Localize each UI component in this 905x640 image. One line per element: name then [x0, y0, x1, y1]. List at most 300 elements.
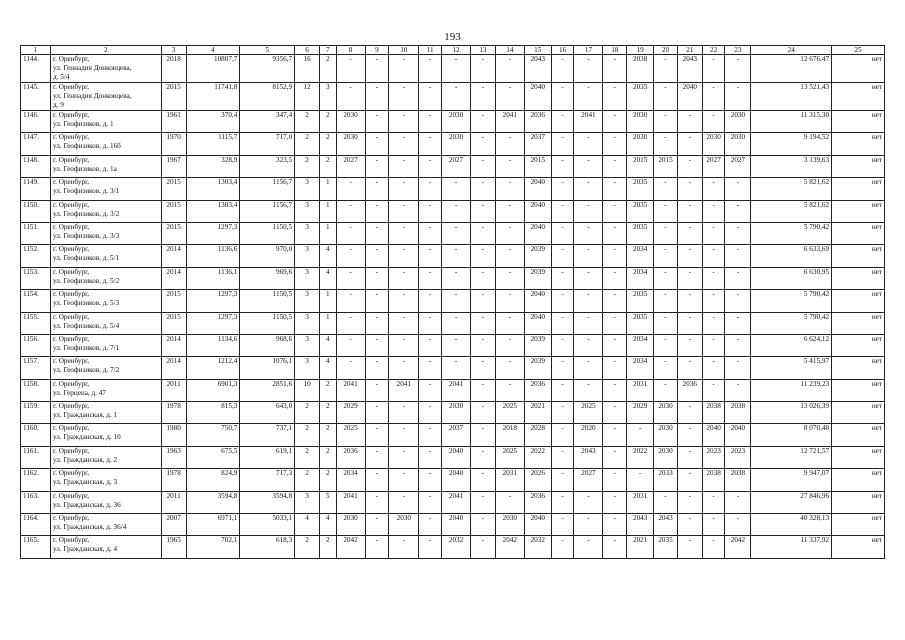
- table-cell: 2040: [725, 424, 751, 446]
- table-cell: -: [471, 133, 496, 155]
- table-cell: нет: [832, 290, 885, 312]
- table-cell: г. Оренбург, ул. Гражданская, д. 4: [51, 536, 162, 558]
- table-cell: г. Оренбург, ул. Геофизиков, д. 3/3: [51, 222, 162, 244]
- table-cell: -: [495, 267, 524, 289]
- table-cell: -: [551, 155, 574, 177]
- table-row: [21, 111, 885, 133]
- table-cell: 2030: [336, 133, 365, 155]
- table-cell: 1162.: [21, 469, 51, 491]
- table-cell: -: [419, 55, 442, 83]
- table-cell: -: [471, 514, 496, 536]
- table-cell: -: [574, 178, 603, 200]
- table-cell: 2042: [725, 536, 751, 558]
- table-cell: -: [654, 267, 678, 289]
- table-row: [21, 334, 885, 356]
- table-cell: 3: [295, 200, 320, 222]
- table-cell: 2030: [654, 424, 678, 446]
- table-cell: 1978: [161, 469, 186, 491]
- table-cell: г. Оренбург, ул. Геофизиков, д. 5/1: [51, 245, 162, 267]
- table-cell: 2035: [627, 83, 654, 111]
- table-cell: 1155.: [21, 312, 51, 334]
- table-cell: 2032: [442, 536, 471, 558]
- table-cell: нет: [832, 469, 885, 491]
- table-cell: 1150,5: [240, 290, 295, 312]
- table-cell: -: [419, 290, 442, 312]
- table-cell: 11 239,23: [751, 379, 832, 401]
- table-cell: 2: [295, 469, 320, 491]
- table-cell: -: [389, 83, 419, 111]
- table-cell: 2: [319, 155, 336, 177]
- table-cell: 2028: [524, 424, 551, 446]
- table-cell: -: [495, 357, 524, 379]
- table-cell: -: [574, 55, 603, 83]
- table-cell: -: [677, 536, 702, 558]
- table-cell: -: [677, 334, 702, 356]
- table-cell: 2: [319, 469, 336, 491]
- table-cell: -: [419, 111, 442, 133]
- table-cell: 1144.: [21, 55, 51, 83]
- column-header: 14: [495, 46, 524, 55]
- table-cell: -: [603, 491, 627, 513]
- table-cell: 968,6: [240, 334, 295, 356]
- column-header: 19: [627, 46, 654, 55]
- table-cell: 6 633,69: [751, 245, 832, 267]
- table-cell: 737,1: [240, 424, 295, 446]
- column-header: 21: [677, 46, 702, 55]
- table-cell: 2: [319, 55, 336, 83]
- table-cell: 2035: [654, 536, 678, 558]
- table-cell: -: [603, 200, 627, 222]
- table-cell: -: [419, 245, 442, 267]
- table-cell: 2034: [336, 469, 365, 491]
- table-cell: 2030: [654, 446, 678, 468]
- table-cell: 2: [319, 536, 336, 558]
- table-cell: 6901,3: [186, 379, 240, 401]
- table-cell: 3: [295, 312, 320, 334]
- table-cell: -: [654, 111, 678, 133]
- table-cell: -: [365, 312, 389, 334]
- table-cell: 2039: [524, 267, 551, 289]
- table-cell: 2030: [495, 514, 524, 536]
- table-cell: -: [495, 312, 524, 334]
- table-cell: 1156,7: [240, 178, 295, 200]
- table-cell: 1967: [161, 155, 186, 177]
- table-cell: 12 721,57: [751, 446, 832, 468]
- table-cell: -: [551, 133, 574, 155]
- table-cell: г. Оренбург, ул. Геофизиков, д. 5/3: [51, 290, 162, 312]
- table-cell: 970,0: [240, 245, 295, 267]
- table-cell: 4: [319, 245, 336, 267]
- table-cell: -: [336, 290, 365, 312]
- table-cell: -: [471, 111, 496, 133]
- table-cell: -: [471, 83, 496, 111]
- table-cell: 1963: [161, 446, 186, 468]
- table-cell: -: [551, 178, 574, 200]
- table-cell: 1: [319, 312, 336, 334]
- table-cell: -: [702, 83, 725, 111]
- table-cell: 2030: [336, 111, 365, 133]
- table-cell: 2018: [495, 424, 524, 446]
- table-row: [21, 200, 885, 222]
- table-cell: 328,9: [186, 155, 240, 177]
- table-cell: -: [725, 290, 751, 312]
- table-cell: 2030: [336, 514, 365, 536]
- table-cell: 2038: [725, 402, 751, 424]
- table-cell: -: [551, 379, 574, 401]
- table-cell: 2039: [524, 334, 551, 356]
- table-cell: нет: [832, 200, 885, 222]
- table-cell: 1147.: [21, 133, 51, 155]
- table-cell: -: [677, 290, 702, 312]
- table-cell: 3: [295, 222, 320, 244]
- table-cell: -: [603, 402, 627, 424]
- table-cell: -: [551, 469, 574, 491]
- table-cell: -: [495, 155, 524, 177]
- table-cell: 750,7: [186, 424, 240, 446]
- table-cell: -: [336, 245, 365, 267]
- table-cell: 27 846,96: [751, 491, 832, 513]
- table-cell: -: [365, 133, 389, 155]
- table-cell: -: [551, 111, 574, 133]
- table-row: [21, 536, 885, 558]
- table-cell: 2030: [442, 402, 471, 424]
- table-cell: 2035: [627, 312, 654, 334]
- table-cell: -: [471, 312, 496, 334]
- table-cell: -: [725, 245, 751, 267]
- table-cell: -: [442, 55, 471, 83]
- table-cell: 13 026,39: [751, 402, 832, 424]
- table-cell: -: [365, 514, 389, 536]
- table-cell: -: [725, 312, 751, 334]
- table-cell: 618,3: [240, 536, 295, 558]
- table-cell: 2: [319, 446, 336, 468]
- table-cell: -: [389, 55, 419, 83]
- table-cell: 2021: [627, 536, 654, 558]
- table-row: [21, 469, 885, 491]
- table-cell: -: [336, 178, 365, 200]
- table-cell: 2020: [574, 424, 603, 446]
- table-cell: г. Оренбург, ул. Геофизиков, д. 5/2: [51, 267, 162, 289]
- table-cell: -: [419, 491, 442, 513]
- column-header: 25: [832, 46, 885, 55]
- table-cell: -: [551, 290, 574, 312]
- table-cell: -: [442, 222, 471, 244]
- table-cell: -: [442, 334, 471, 356]
- table-cell: -: [702, 111, 725, 133]
- table-cell: 3: [295, 357, 320, 379]
- table-cell: 1152.: [21, 245, 51, 267]
- table-cell: -: [725, 491, 751, 513]
- table-row: [21, 155, 885, 177]
- table-cell: -: [677, 178, 702, 200]
- table-cell: г. Оренбург, ул. Гражданская, д. 2: [51, 446, 162, 468]
- table-cell: 2031: [495, 469, 524, 491]
- table-cell: 619,1: [240, 446, 295, 468]
- table-cell: 717,3: [240, 469, 295, 491]
- column-header: 23: [725, 46, 751, 55]
- table-cell: -: [677, 424, 702, 446]
- table-cell: -: [725, 334, 751, 356]
- table-cell: 2025: [574, 402, 603, 424]
- table-cell: -: [471, 446, 496, 468]
- table-cell: -: [654, 200, 678, 222]
- table-cell: -: [365, 424, 389, 446]
- table-cell: 2030: [442, 133, 471, 155]
- table-cell: -: [574, 334, 603, 356]
- table-cell: 4: [295, 514, 320, 536]
- table-cell: 2027: [336, 155, 365, 177]
- table-cell: 1156.: [21, 334, 51, 356]
- table-cell: 2027: [702, 155, 725, 177]
- table-cell: -: [389, 334, 419, 356]
- table-cell: 1150.: [21, 200, 51, 222]
- table-cell: 1150,5: [240, 312, 295, 334]
- table-cell: г. Оренбург, ул. Гражданская, д. 36: [51, 491, 162, 513]
- table-cell: 2014: [161, 267, 186, 289]
- table-cell: г. Оренбург, ул. Геофизиков, д. 1: [51, 111, 162, 133]
- table-cell: 2030: [702, 133, 725, 155]
- table-cell: -: [574, 267, 603, 289]
- table-cell: 2041: [389, 379, 419, 401]
- table-row: [21, 514, 885, 536]
- table-cell: 2038: [627, 55, 654, 83]
- table-cell: -: [702, 245, 725, 267]
- table-cell: 2041: [442, 379, 471, 401]
- table-cell: -: [365, 334, 389, 356]
- column-header: 5: [240, 46, 295, 55]
- table-cell: 2025: [495, 402, 524, 424]
- table-cell: -: [603, 334, 627, 356]
- table-cell: нет: [832, 379, 885, 401]
- table-cell: -: [702, 357, 725, 379]
- table-cell: 2015: [161, 312, 186, 334]
- table-cell: 1965: [161, 536, 186, 558]
- table-cell: 2034: [627, 357, 654, 379]
- table-cell: -: [389, 312, 419, 334]
- table-cell: -: [389, 357, 419, 379]
- table-cell: 2851,6: [240, 379, 295, 401]
- table-cell: -: [574, 357, 603, 379]
- table-cell: 1076,1: [240, 357, 295, 379]
- table-cell: 2014: [161, 245, 186, 267]
- table-cell: -: [551, 267, 574, 289]
- table-cell: -: [603, 446, 627, 468]
- table-cell: -: [419, 155, 442, 177]
- table-cell: -: [389, 446, 419, 468]
- table-cell: -: [654, 55, 678, 83]
- table-cell: -: [419, 133, 442, 155]
- table-cell: 2041: [442, 491, 471, 513]
- table-cell: -: [365, 290, 389, 312]
- table-cell: 2031: [627, 491, 654, 513]
- table-cell: 13 521,43: [751, 83, 832, 111]
- table-cell: -: [702, 178, 725, 200]
- table-cell: 2: [319, 379, 336, 401]
- table-cell: -: [389, 178, 419, 200]
- table-cell: 2: [319, 111, 336, 133]
- table-cell: 2043: [524, 55, 551, 83]
- table-cell: -: [389, 245, 419, 267]
- table-cell: -: [677, 267, 702, 289]
- table-cell: -: [365, 536, 389, 558]
- table-cell: -: [551, 402, 574, 424]
- table-cell: -: [702, 491, 725, 513]
- table-cell: -: [471, 222, 496, 244]
- table-cell: 1: [319, 178, 336, 200]
- table-cell: -: [654, 245, 678, 267]
- table-cell: -: [677, 200, 702, 222]
- table-cell: 1134,6: [186, 334, 240, 356]
- table-cell: -: [603, 267, 627, 289]
- table-cell: 969,6: [240, 267, 295, 289]
- table-cell: 2041: [336, 491, 365, 513]
- table-cell: г. Оренбург, ул. Геофизиков, д. 7/2: [51, 357, 162, 379]
- table-cell: -: [574, 133, 603, 155]
- table-cell: 815,3: [186, 402, 240, 424]
- table-cell: -: [495, 245, 524, 267]
- table-cell: -: [419, 222, 442, 244]
- table-row: [21, 491, 885, 513]
- table-cell: -: [702, 267, 725, 289]
- column-header: 2: [51, 46, 162, 55]
- table-cell: -: [702, 536, 725, 558]
- table-cell: 2030: [627, 111, 654, 133]
- column-header: 4: [186, 46, 240, 55]
- table-cell: 10: [295, 379, 320, 401]
- table-cell: 2029: [627, 402, 654, 424]
- table-cell: 2: [295, 536, 320, 558]
- table-row: [21, 446, 885, 468]
- table-cell: -: [442, 312, 471, 334]
- table-cell: 1157.: [21, 357, 51, 379]
- table-cell: -: [603, 357, 627, 379]
- table-cell: 1970: [161, 133, 186, 155]
- column-header: 15: [524, 46, 551, 55]
- table-cell: -: [419, 267, 442, 289]
- table-cell: 2036: [524, 111, 551, 133]
- table-cell: -: [551, 536, 574, 558]
- table-cell: 2011: [161, 491, 186, 513]
- table-cell: 2032: [524, 536, 551, 558]
- table-cell: 2: [295, 424, 320, 446]
- table-cell: -: [471, 267, 496, 289]
- table-cell: -: [654, 334, 678, 356]
- table-cell: -: [336, 267, 365, 289]
- table-cell: -: [551, 245, 574, 267]
- table-cell: 1154.: [21, 290, 51, 312]
- table-cell: -: [725, 200, 751, 222]
- table-row: [21, 133, 885, 155]
- table-cell: -: [574, 83, 603, 111]
- table-cell: 2022: [524, 446, 551, 468]
- column-header: 24: [751, 46, 832, 55]
- table-cell: -: [654, 290, 678, 312]
- table-cell: нет: [832, 536, 885, 558]
- table-cell: 2040: [524, 290, 551, 312]
- table-row: [21, 379, 885, 401]
- table-cell: 2030: [654, 402, 678, 424]
- table-cell: 2043: [627, 514, 654, 536]
- table-cell: -: [365, 111, 389, 133]
- table-cell: 2041: [574, 111, 603, 133]
- table-cell: -: [389, 200, 419, 222]
- table-cell: 4: [319, 267, 336, 289]
- column-header: 22: [702, 46, 725, 55]
- table-cell: -: [365, 245, 389, 267]
- table-cell: -: [389, 267, 419, 289]
- table-cell: -: [574, 312, 603, 334]
- table-cell: -: [551, 83, 574, 111]
- table-cell: -: [603, 245, 627, 267]
- table-cell: 2041: [495, 111, 524, 133]
- table-cell: -: [677, 245, 702, 267]
- table-cell: 1150,5: [240, 222, 295, 244]
- table-cell: 2040: [524, 312, 551, 334]
- table-cell: -: [654, 357, 678, 379]
- table-cell: 2035: [627, 178, 654, 200]
- table-cell: -: [471, 200, 496, 222]
- table-cell: -: [603, 55, 627, 83]
- table-cell: -: [603, 155, 627, 177]
- table-cell: -: [495, 133, 524, 155]
- table-cell: -: [389, 222, 419, 244]
- table-cell: 2: [319, 133, 336, 155]
- table-cell: -: [603, 178, 627, 200]
- table-cell: -: [471, 491, 496, 513]
- table-cell: 1159.: [21, 402, 51, 424]
- table-cell: г. Оренбург, ул. Геофизиков, д. 1а: [51, 155, 162, 177]
- table-cell: 1961: [161, 111, 186, 133]
- table-cell: г. Оренбург, ул. Герцена, д. 47: [51, 379, 162, 401]
- table-cell: 5 821,62: [751, 200, 832, 222]
- table-cell: -: [551, 514, 574, 536]
- table-cell: 675,5: [186, 446, 240, 468]
- table-cell: -: [365, 155, 389, 177]
- table-cell: 2040: [677, 83, 702, 111]
- table-cell: -: [574, 245, 603, 267]
- table-cell: 2015: [161, 83, 186, 111]
- table-cell: -: [654, 133, 678, 155]
- table-cell: -: [551, 55, 574, 83]
- table-cell: 2036: [524, 379, 551, 401]
- table-cell: -: [471, 55, 496, 83]
- table-cell: 5 415,97: [751, 357, 832, 379]
- page-number: 193: [444, 31, 461, 43]
- table-row: [21, 178, 885, 200]
- table-cell: -: [495, 200, 524, 222]
- housing-table: [20, 45, 885, 559]
- table-cell: нет: [832, 111, 885, 133]
- table-cell: 347,4: [240, 111, 295, 133]
- table-cell: -: [495, 290, 524, 312]
- table-cell: -: [677, 312, 702, 334]
- table-cell: -: [574, 379, 603, 401]
- table-cell: 3 139,63: [751, 155, 832, 177]
- table-cell: 2035: [627, 222, 654, 244]
- table-cell: -: [419, 357, 442, 379]
- table-cell: -: [677, 155, 702, 177]
- table-cell: -: [627, 469, 654, 491]
- table-cell: 5: [319, 491, 336, 513]
- table-cell: -: [702, 379, 725, 401]
- table-cell: 1303,4: [186, 200, 240, 222]
- table-cell: нет: [832, 55, 885, 83]
- table-cell: -: [551, 446, 574, 468]
- table-cell: -: [442, 200, 471, 222]
- table-cell: 5033,1: [240, 514, 295, 536]
- table-cell: -: [389, 155, 419, 177]
- table-cell: 2030: [627, 133, 654, 155]
